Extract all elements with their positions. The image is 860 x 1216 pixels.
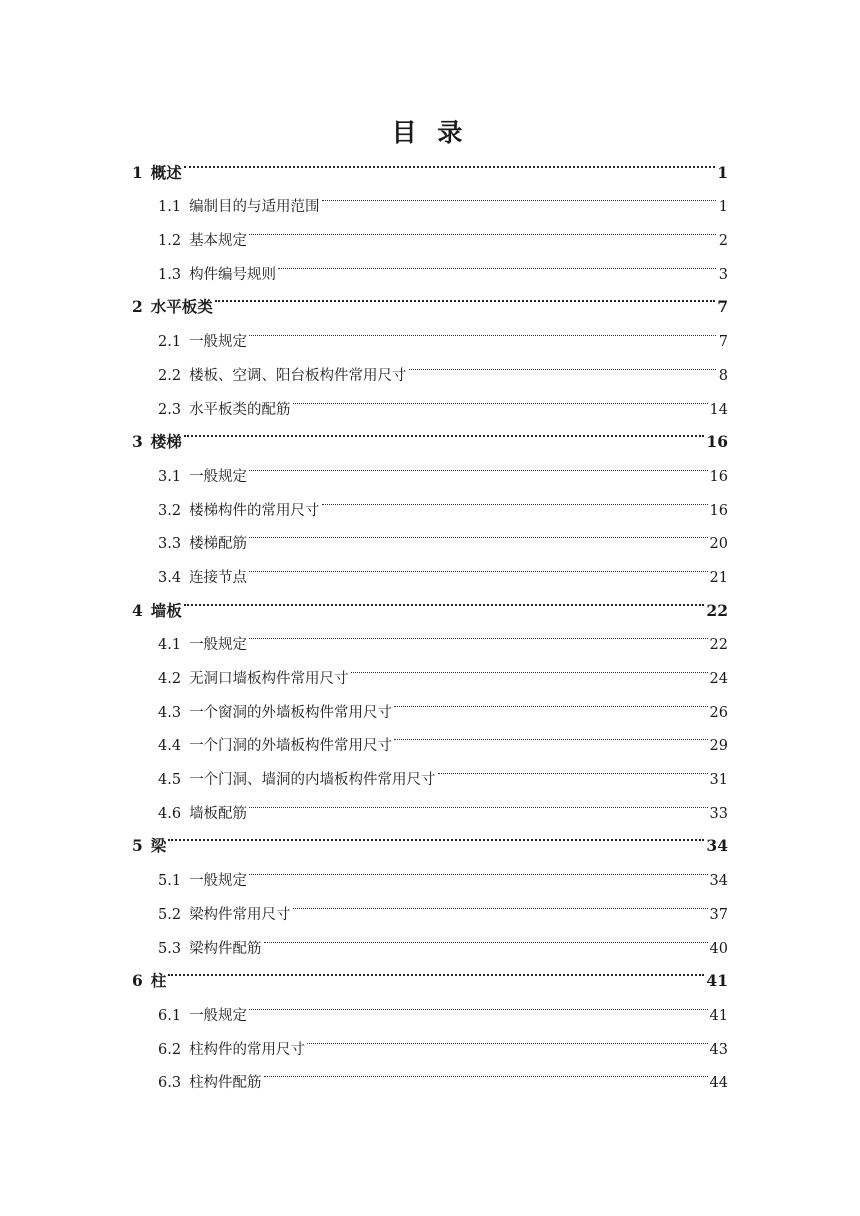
toc-entry-label: 梁 — [150, 836, 167, 856]
toc-entry-label: 一个窗洞的外墙板构件常用尺寸 — [189, 704, 393, 721]
toc-entry-page: 20 — [709, 536, 728, 553]
toc-entry-page: 33 — [709, 805, 728, 822]
toc-entry-label: 梁构件常用尺寸 — [189, 906, 291, 923]
toc-entry-number: 3.2 — [158, 502, 182, 519]
toc-entry-page: 40 — [709, 940, 728, 957]
toc-entry-number: 4.4 — [158, 738, 182, 755]
toc-entry-label: 连接节点 — [189, 569, 248, 586]
toc-dot-leader — [249, 616, 707, 650]
toc-entry-page: 41 — [706, 971, 728, 991]
toc-dot-leader — [168, 818, 704, 852]
toc-entry-page: 1 — [717, 162, 728, 182]
toc-entry-label: 楼梯配筋 — [189, 536, 248, 553]
toc-entry-number: 2.1 — [158, 334, 182, 351]
toc-section-entry[interactable] — [132, 986, 728, 1024]
toc-entry-label: 无洞口墙板构件常用尺寸 — [189, 671, 349, 687]
toc-entry-page: 44 — [709, 1075, 728, 1092]
toc-entry-number: 6.3 — [158, 1075, 182, 1092]
toc-entry-page: 34 — [709, 873, 728, 890]
toc-entry-number: 2.3 — [158, 401, 182, 418]
toc-entry-label: 一般规定 — [189, 1007, 248, 1024]
toc-dot-leader — [249, 784, 707, 818]
toc-entry-page: 14 — [709, 401, 728, 418]
toc-entry-page: 29 — [709, 738, 728, 755]
toc-dot-leader — [184, 414, 705, 448]
toc-entry-number: 4 — [132, 600, 143, 620]
toc-entry-page: 34 — [706, 836, 728, 856]
toc-entry-page: 31 — [709, 772, 728, 789]
toc-entry-label: 构件编号规则 — [189, 266, 277, 283]
toc-dot-leader — [409, 346, 716, 380]
toc-entry-label: 基本规定 — [189, 233, 248, 250]
toc-entry-number: 5 — [132, 836, 143, 856]
toc-entry-page: 2 — [718, 233, 728, 250]
toc-dot-leader — [394, 683, 707, 717]
toc-dot-leader — [278, 245, 716, 279]
toc-entry-label: 水平板类 — [150, 297, 213, 317]
toc-dot-leader — [249, 211, 716, 245]
toc-entry-number: 1.1 — [158, 199, 182, 216]
toc-entry-page: 43 — [709, 1041, 728, 1058]
toc-entry-page: 3 — [718, 266, 728, 283]
toc-entry-number: 4.3 — [158, 704, 182, 721]
toc-entry-number: 4.1 — [158, 637, 182, 654]
toc-entry-label: 柱构件的常用尺寸 — [189, 1041, 306, 1058]
toc-entry-label: 一般规定 — [189, 873, 248, 890]
toc-entry-number: 4.2 — [158, 671, 182, 687]
toc-entry-page: 22 — [709, 637, 728, 654]
toc-entry-number: 3.4 — [158, 569, 182, 586]
toc-dot-leader — [264, 919, 708, 953]
toc-entry-label: 一般规定 — [189, 637, 248, 654]
toc-entry-number: 3.3 — [158, 536, 182, 553]
toc-entry-number: 1.3 — [158, 266, 182, 283]
toc-section-entry[interactable] — [132, 312, 728, 351]
toc-dot-leader — [249, 851, 707, 885]
toc-dot-leader — [307, 1020, 707, 1054]
toc-entry-number: 6.2 — [158, 1041, 182, 1058]
toc-entry-page: 7 — [717, 297, 728, 317]
toc-chapter-entry[interactable] — [132, 144, 728, 182]
toc-entry-page: 16 — [709, 468, 728, 485]
toc-entry-label: 梁构件配筋 — [189, 940, 262, 957]
toc-entry-label: 楼板、空调、阳台板构件常用尺寸 — [189, 367, 407, 384]
toc-entry-page: 1 — [718, 199, 728, 216]
toc-dot-leader — [394, 717, 707, 751]
toc-entry-number: 6.1 — [158, 1007, 182, 1024]
toc-dot-leader — [184, 582, 705, 616]
toc-entry-label: 墙板 — [150, 600, 182, 620]
toc-dot-leader — [249, 515, 707, 549]
toc-chapter-entry[interactable] — [132, 414, 728, 452]
toc-entry-label: 水平板类的配筋 — [189, 401, 291, 418]
toc-dot-leader — [249, 447, 707, 481]
toc-entry-page: 16 — [706, 432, 728, 452]
toc-entry-label: 一个门洞的外墙板构件常用尺寸 — [189, 738, 393, 755]
toc-entry-page: 37 — [709, 906, 728, 923]
toc-dot-leader — [249, 548, 707, 582]
toc-section-entry[interactable] — [132, 616, 728, 654]
toc-dot-leader — [293, 380, 708, 414]
toc-dot-leader — [215, 279, 715, 313]
toc-dot-leader — [168, 953, 704, 987]
toc-entry-page: 7 — [718, 334, 728, 351]
toc-dot-leader — [322, 178, 716, 212]
toc-entry-number: 3 — [132, 432, 143, 452]
toc-entry-number: 2 — [132, 297, 143, 317]
toc-entry-number: 3.1 — [158, 468, 182, 485]
toc-entry-label: 编制目的与适用范围 — [189, 199, 320, 216]
toc-chapter-entry[interactable] — [132, 953, 728, 991]
toc-dot-leader — [264, 1054, 708, 1088]
toc-entry-label: 柱构件配筋 — [189, 1075, 262, 1092]
toc-entry-label: 一个门洞、墙洞的内墙板构件常用尺寸 — [189, 772, 436, 789]
toc-entry-number: 5.3 — [158, 940, 182, 957]
table-of-contents — [132, 144, 728, 1092]
toc-entry-number: 4.5 — [158, 772, 182, 789]
toc-entry-label: 墙板配筋 — [189, 805, 248, 822]
toc-entry-page: 41 — [709, 1007, 728, 1024]
toc-dot-leader — [322, 481, 708, 515]
toc-entry-number: 5.1 — [158, 873, 182, 890]
toc-entry-page: 8 — [718, 367, 728, 384]
toc-dot-leader — [184, 144, 715, 178]
toc-entry-number: 2.2 — [158, 367, 182, 384]
toc-chapter-entry[interactable] — [132, 818, 728, 856]
toc-entry-number: 6 — [132, 971, 143, 991]
toc-dot-leader — [249, 312, 716, 346]
toc-section-entry[interactable] — [132, 447, 728, 485]
toc-entry-number: 5.2 — [158, 906, 182, 923]
toc-entry-label: 一般规定 — [189, 468, 248, 485]
toc-entry-page: 21 — [709, 569, 728, 586]
toc-entry-page: 24 — [709, 671, 728, 687]
toc-entry-label: 概述 — [150, 162, 182, 182]
toc-entry-number: 1 — [132, 162, 143, 182]
toc-chapter-entry[interactable] — [132, 279, 728, 317]
toc-chapter-entry[interactable] — [132, 582, 728, 620]
page-title: 目 录 — [391, 118, 469, 147]
toc-entry-page: 16 — [709, 502, 728, 519]
toc-section-entry[interactable] — [132, 851, 728, 890]
toc-entry-page: 22 — [706, 600, 728, 620]
toc-entry-number: 4.6 — [158, 805, 182, 822]
toc-entry-label: 楼梯 — [150, 432, 182, 452]
toc-entry-label: 楼梯构件的常用尺寸 — [189, 502, 320, 519]
toc-entry-page: 26 — [709, 704, 728, 721]
toc-entry-label: 柱 — [150, 971, 167, 991]
toc-dot-leader — [351, 649, 708, 683]
toc-entry-label: 一般规定 — [189, 334, 248, 351]
toc-dot-leader — [293, 885, 708, 919]
toc-entry-number: 1.2 — [158, 233, 182, 250]
toc-section-entry[interactable] — [132, 178, 728, 216]
toc-dot-leader — [249, 986, 707, 1020]
toc-dot-leader — [438, 750, 708, 784]
